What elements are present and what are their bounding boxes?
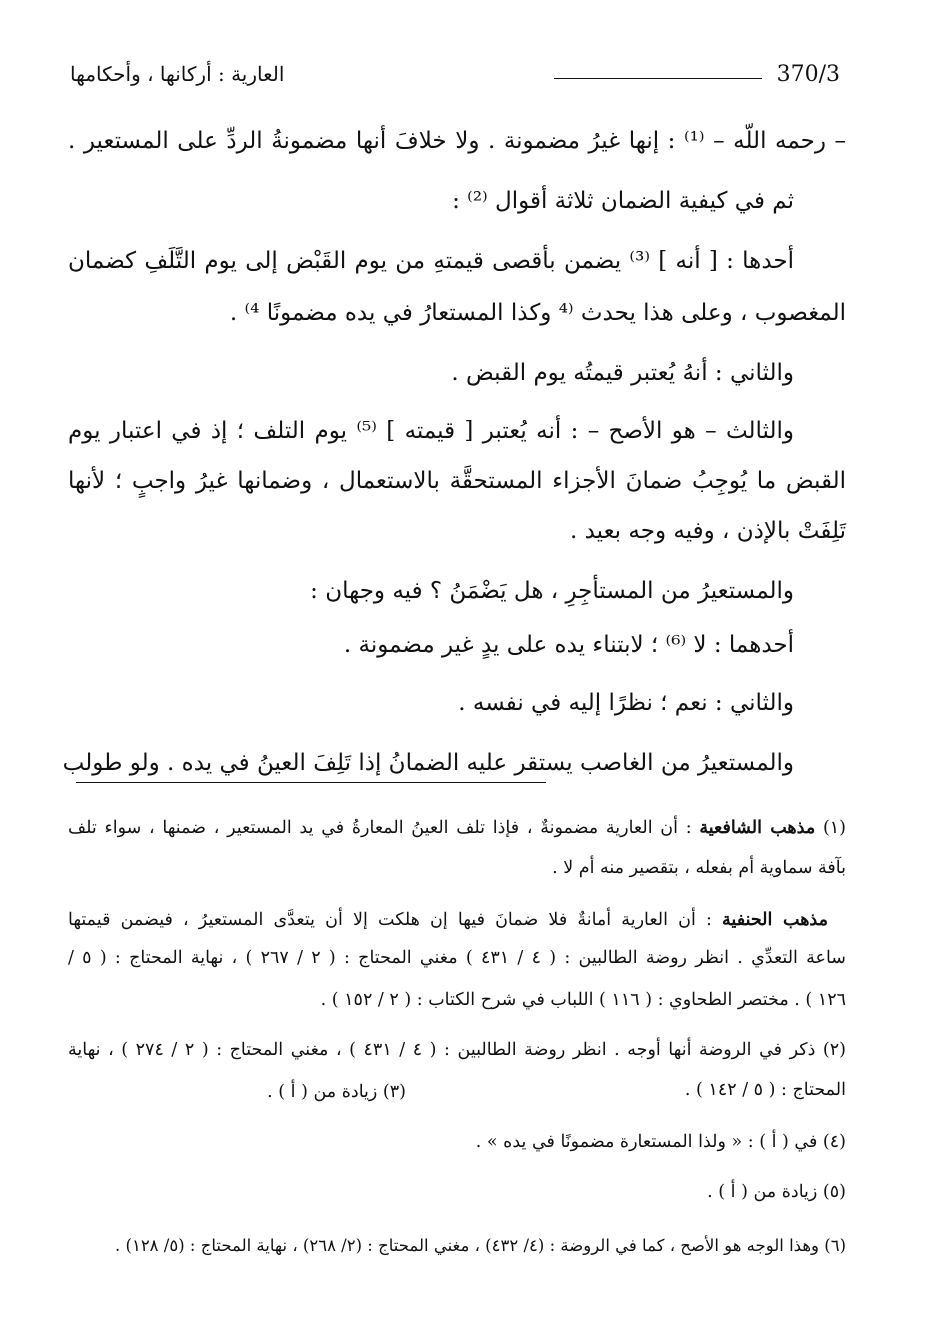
running-title: العارية : أركانها ، وأحكامها bbox=[70, 62, 285, 86]
body-line: أحدهما : لا ⁽⁶⁾ ؛ لابتناء يده على يدٍ غير مضمونة . bbox=[343, 632, 794, 658]
footnote-school-name: مذهب الحنفية bbox=[722, 910, 828, 930]
footnote-6: (٦) وهذا الوجه هو الأصح ، كما في الروضة : (٤/ ٤٣٢) ، مغني المحتاج : (٢/ ٢٦٨) ، نهاية المحتاج : (٥/ ١٢٨) . bbox=[115, 1236, 846, 1255]
body-line: تَلِفَتْ بالإذن ، وفيه وجه بعيد . bbox=[569, 518, 846, 544]
footnote-3: (٣) زيادة من ( أ ) . bbox=[267, 1082, 406, 1102]
footnotes bbox=[62, 0, 846, 1337]
footnote-4: (٤) في ( أ ) : « ولذا المستعارة مضمونًا في يده » . bbox=[475, 1132, 846, 1152]
footnote-label: (١) bbox=[822, 818, 846, 838]
footnote-text: : أن العارية أمانةٌ فلا ضمانَ فيها إن هلكت إلا أن يتعدَّى المستعيرُ ، فيضمن قيمتها bbox=[68, 910, 712, 930]
body-line: والثاني : أنهُ يُعتبر قيمتُه يوم القبض . bbox=[451, 360, 794, 386]
body-line: والمستعيرُ من الغاصب يستقر عليه الضمانُ إذا تَلِفَ العينُ في يده . ولو طولب bbox=[62, 750, 794, 776]
footnote-1b-line-2: ساعة التعدِّي . انظر روضة الطالبين : ( ٤ / ٤٣١ ) مغني المحتاج : ( ٢ / ٢٦٧ ) ، نهاية المحتاج : ( ٥ / bbox=[68, 948, 846, 968]
body-line: القبض ما يُوجِبُ ضمانَ الأجزاء المستحقَّة بالاستعمال ، وضمانها غيرُ واجبٍ ؛ لأنها bbox=[68, 468, 846, 494]
footnote-1b-line-3: ١٢٦ ) . مختصر الطحاوي : ( ١١٦ ) اللباب في شرح الكتاب : ( ٢ / ١٥٢ ) . bbox=[320, 990, 846, 1010]
footnote-1-line-2: بآفة سماوية أم بفعله ، بتقصير منه أم لا . bbox=[552, 858, 846, 878]
footnote-school-name: مذهب الشافعية bbox=[699, 818, 816, 838]
body-line: والثاني : نعم ؛ نظرًا إليه في نفسه . bbox=[458, 690, 794, 716]
footnote-1-line-1 bbox=[68, 818, 846, 838]
body-line: والثالث – هو الأصح – : أنه يُعتبر [ قيمته ] ⁽⁵⁾ يوم التلف ؛ إذ في اعتبار يوم bbox=[68, 418, 794, 444]
body-line: المغصوب ، وعلى هذا يحدث ⁽⁴ وكذا المستعارُ في يده مضمونًا ⁴⁾ . bbox=[229, 300, 846, 326]
footnote-5: (٥) زيادة من ( أ ) . bbox=[707, 1182, 846, 1202]
body-line: ثم في كيفية الضمان ثلاثة أقوال ⁽²⁾ : bbox=[452, 188, 794, 214]
footnote-text: : أن العارية مضمونةٌ ، فإذا تلف العينُ المعارةُ في يد المستعير ، ضمنها ، سواء تلف bbox=[68, 818, 692, 838]
body-line: أحدها : [ أنه ] ⁽³⁾ يضمن بأقصى قيمتهِ من يوم القَبْض إلى يوم التَّلَفِ كضمان bbox=[68, 248, 794, 274]
body-line: والمستعيرُ من المستأجِرِ ، هل يَضْمَنُ ؟ فيه وجهان : bbox=[310, 578, 794, 604]
footnote-2-line-1: (٢) ذكر في الروضة أنها أوجه . انظر روضة الطالبين : ( ٤ / ٤٣١ ) ، مغني المحتاج : ( ٢ / ٢٧٤ ) ، نهاية bbox=[68, 1040, 846, 1060]
footnote-1b-line-1 bbox=[68, 910, 828, 930]
footnote-2-line-2: المحتاج : ( ٥ / ١٤٢ ) . bbox=[684, 1080, 846, 1100]
page-number: 370/3 bbox=[776, 62, 840, 87]
body-line: – رحمه اللّه – ⁽¹⁾ : إنها غيرُ مضمونة . ولا خلافَ أنها مضمونةُ الردِّ على المستعير . bbox=[68, 128, 846, 154]
